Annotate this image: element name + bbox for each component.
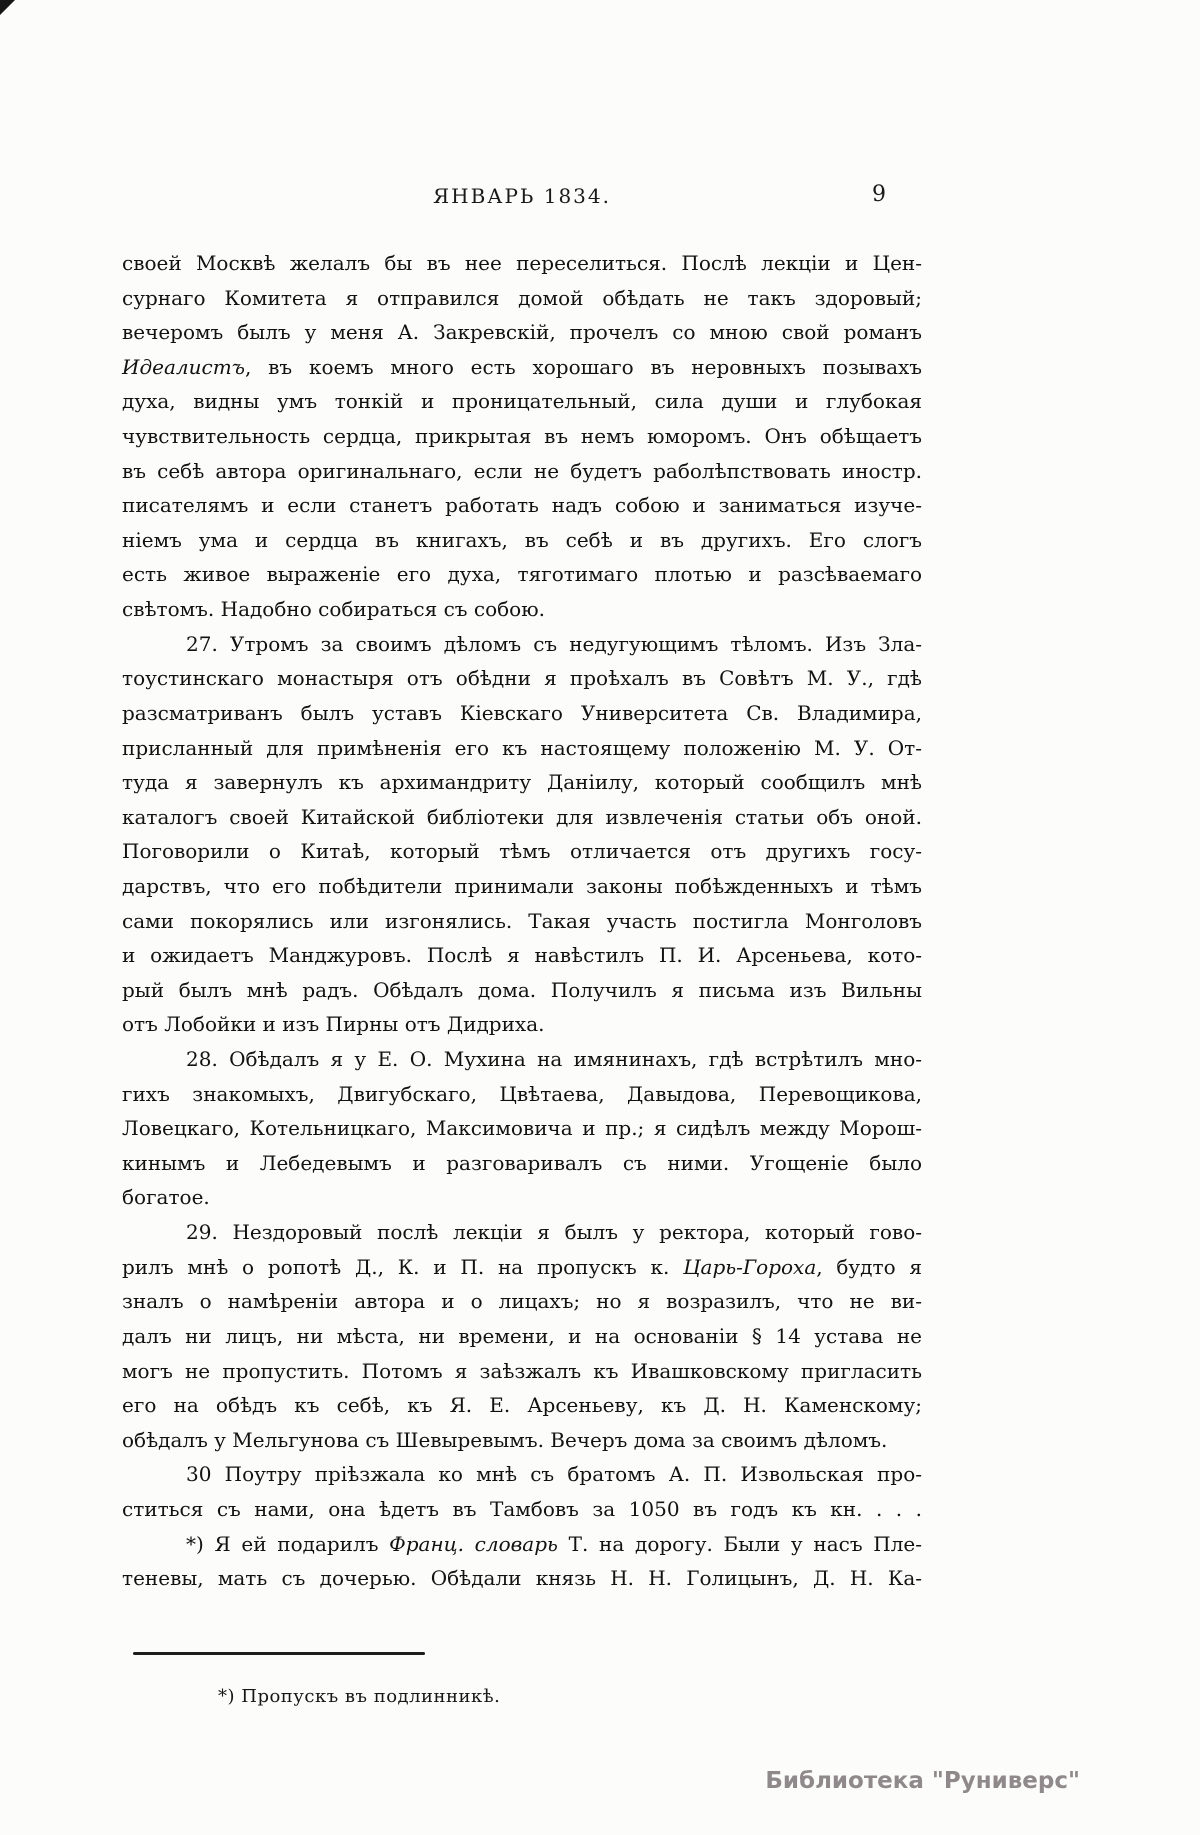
text-line	[122, 1250, 922, 1285]
text-line	[122, 315, 922, 350]
text-line	[122, 1388, 922, 1423]
text-segment: есть живое выраженіе его духа, тяготимаго плотью и разсѣваемаго	[122, 562, 922, 587]
text-segment: кинымъ и Лебедевымъ и разговаривалъ съ ними. Угощеніе было	[122, 1150, 922, 1175]
text-segment: гихъ знакомыхъ, Двигубскаго, Цвѣтаева, Давыдова, Перевощикова,	[122, 1081, 922, 1106]
text-segment: дарствъ, что его побѣдители принимали законы побѣжденныхъ и тѣмъ	[122, 873, 922, 898]
text-line	[122, 488, 922, 523]
text-line	[122, 281, 922, 316]
text-segment: 29. Нездоровый послѣ лекціи я былъ у ректора, который гово-	[186, 1220, 922, 1245]
text-segment: духа, видны умъ тонкій и проницательный, сила души и глубокая	[122, 389, 922, 414]
text-segment: могъ не пропустить. Потомъ я заѣзжалъ къ Ивашковскому пригласить	[122, 1358, 922, 1383]
text-segment: *) Я ей подарилъ	[186, 1531, 390, 1556]
text-line	[122, 1423, 922, 1458]
text-segment: богатое.	[122, 1185, 210, 1210]
text-line	[122, 419, 922, 454]
text-segment: своей Москвѣ желалъ бы въ нее переселиться. Послѣ лекціи и Цен-	[122, 251, 922, 275]
text-segment: сурнаго Комитета я отправился домой обѣдать не такъ здоровый;	[122, 285, 922, 310]
text-segment: въ себѣ автора оригинальнаго, если не будетъ раболѣпствовать иностр.	[122, 458, 922, 483]
text-segment: свѣтомъ. Надобно собираться съ собою.	[122, 597, 545, 622]
text-line	[122, 1042, 922, 1077]
text-line	[122, 350, 922, 385]
text-line	[122, 1319, 922, 1354]
scan-corner-artifact	[0, 0, 15, 15]
text-segment: 30 Поутру пріѣзжала ко мнѣ съ братомъ А. П. Извольская про-	[186, 1462, 922, 1487]
text-line	[122, 1492, 922, 1527]
text-segment: отъ Лобойки и изъ Пирны отъ Дидриха.	[122, 1012, 545, 1037]
text-segment: , будто я	[816, 1254, 922, 1279]
text-line	[122, 1284, 922, 1319]
text-line	[122, 1146, 922, 1181]
text-segment: каталогъ своей Китайской библіотеки для извлеченія статьи объ оной.	[122, 804, 922, 829]
italic-text-segment: Франц. словарь	[389, 1531, 558, 1556]
text-line	[122, 938, 922, 973]
text-segment: туда я завернулъ къ архимандриту Даніилу, который сообщилъ мнѣ	[122, 770, 922, 795]
text-segment: тоустинскаго монастыря отъ обѣдни я проѣхалъ въ Совѣтъ М. У., гдѣ	[122, 666, 922, 691]
text-line	[122, 627, 922, 662]
text-line	[122, 800, 922, 835]
text-line	[122, 869, 922, 904]
text-segment: рилъ мнѣ о ропотѣ Д., К. и П. на пропускъ к.	[122, 1254, 684, 1279]
footnote-text: *) Пропускъ въ подлинникѣ.	[218, 1686, 501, 1707]
text-line	[122, 384, 922, 419]
text-line	[122, 1354, 922, 1389]
text-line	[122, 661, 922, 696]
watermark-runivers: Библиотека "Руниверс"	[765, 1768, 1080, 1794]
text-line	[122, 1561, 922, 1596]
text-segment: присланный для примѣненія его къ настоящему положенію М. У. От-	[122, 735, 922, 760]
text-line	[122, 557, 922, 592]
text-segment: обѣдалъ у Мельгунова съ Шевыревымъ. Вечеръ дома за своимъ дѣломъ.	[122, 1427, 888, 1452]
text-line	[122, 1527, 922, 1562]
text-segment: разсматриванъ былъ уставъ Кіевскаго Университета Св. Владимира,	[122, 700, 922, 725]
text-line	[122, 973, 922, 1008]
italic-text-segment: Царь-Гороха	[683, 1254, 817, 1279]
text-line	[122, 834, 922, 869]
text-segment: писателямъ и если станетъ работать надъ собою и заниматься изуче-	[122, 493, 922, 518]
text-line	[122, 1111, 922, 1146]
text-segment: Поговорили о Китаѣ, который тѣмъ отличается отъ другихъ госу-	[122, 839, 922, 864]
text-segment: рый былъ мнѣ радъ. Обѣдалъ дома. Получилъ я письма изъ Вильны	[122, 977, 922, 1002]
text-segment: далъ ни лицъ, ни мѣста, ни времени, и на основаніи § 14 устава не	[122, 1323, 922, 1348]
text-line	[122, 904, 922, 939]
text-segment: и ожидаетъ Манджуровъ. Послѣ я навѣстилъ П. И. Арсеньева, кото-	[122, 943, 922, 968]
text-segment: вечеромъ былъ у меня А. Закревскій, прочелъ со мною свой романъ	[122, 320, 922, 345]
footnote-rule	[133, 1652, 425, 1655]
text-line	[122, 1007, 922, 1042]
text-segment: чувствительность сердца, прикрытая въ немъ юморомъ. Онъ обѣщаетъ	[122, 424, 922, 449]
text-line	[122, 246, 922, 281]
text-line	[122, 1180, 922, 1215]
body-text	[122, 246, 922, 1596]
text-segment: ститься съ нами, она ѣдетъ въ Тамбовъ за 1050 въ годъ къ кн. . . .	[122, 1496, 922, 1521]
text-segment: сами покорялись или изгонялись. Такая участь постигла Монголовъ	[122, 908, 922, 933]
text-line	[122, 1215, 922, 1250]
text-line	[122, 731, 922, 766]
text-line	[122, 1457, 922, 1492]
italic-text-segment: Идеалистъ	[122, 354, 245, 379]
text-segment: теневы, мать съ дочерью. Обѣдали князь Н. Н. Голицынъ, Д. Н. Ка-	[122, 1566, 922, 1591]
text-segment: 27. Утромъ за своимъ дѣломъ съ недугующимъ тѣломъ. Изъ Зла-	[186, 631, 922, 656]
text-segment: его на обѣдъ къ себѣ, къ Я. Е. Арсеньеву, къ Д. Н. Каменскому;	[122, 1393, 922, 1418]
text-line	[122, 523, 922, 558]
text-line	[122, 765, 922, 800]
text-segment: , въ коемъ много есть хорошаго въ неровныхъ позывахъ	[245, 354, 922, 379]
text-line	[122, 1077, 922, 1112]
page-number: 9	[872, 182, 886, 207]
text-segment: Ловецкаго, Котельницкаго, Максимовича и пр.; я сидѣлъ между Морош-	[122, 1116, 922, 1141]
text-line	[122, 454, 922, 489]
text-segment: Т. на дорогу. Были у насъ Пле-	[557, 1531, 923, 1556]
text-segment: ніемъ ума и сердца въ книгахъ, въ себѣ и въ другихъ. Его слогъ	[122, 527, 922, 552]
text-line	[122, 592, 922, 627]
text-segment: зналъ о намѣреніи автора и о лицахъ; но я возразилъ, что не ви-	[122, 1289, 922, 1314]
text-line	[122, 696, 922, 731]
page-header-title: ЯНВАРЬ 1834.	[433, 184, 611, 208]
text-segment: 28. Обѣдалъ я у Е. О. Мухина на имянинахъ, гдѣ встрѣтилъ мно-	[186, 1047, 922, 1072]
